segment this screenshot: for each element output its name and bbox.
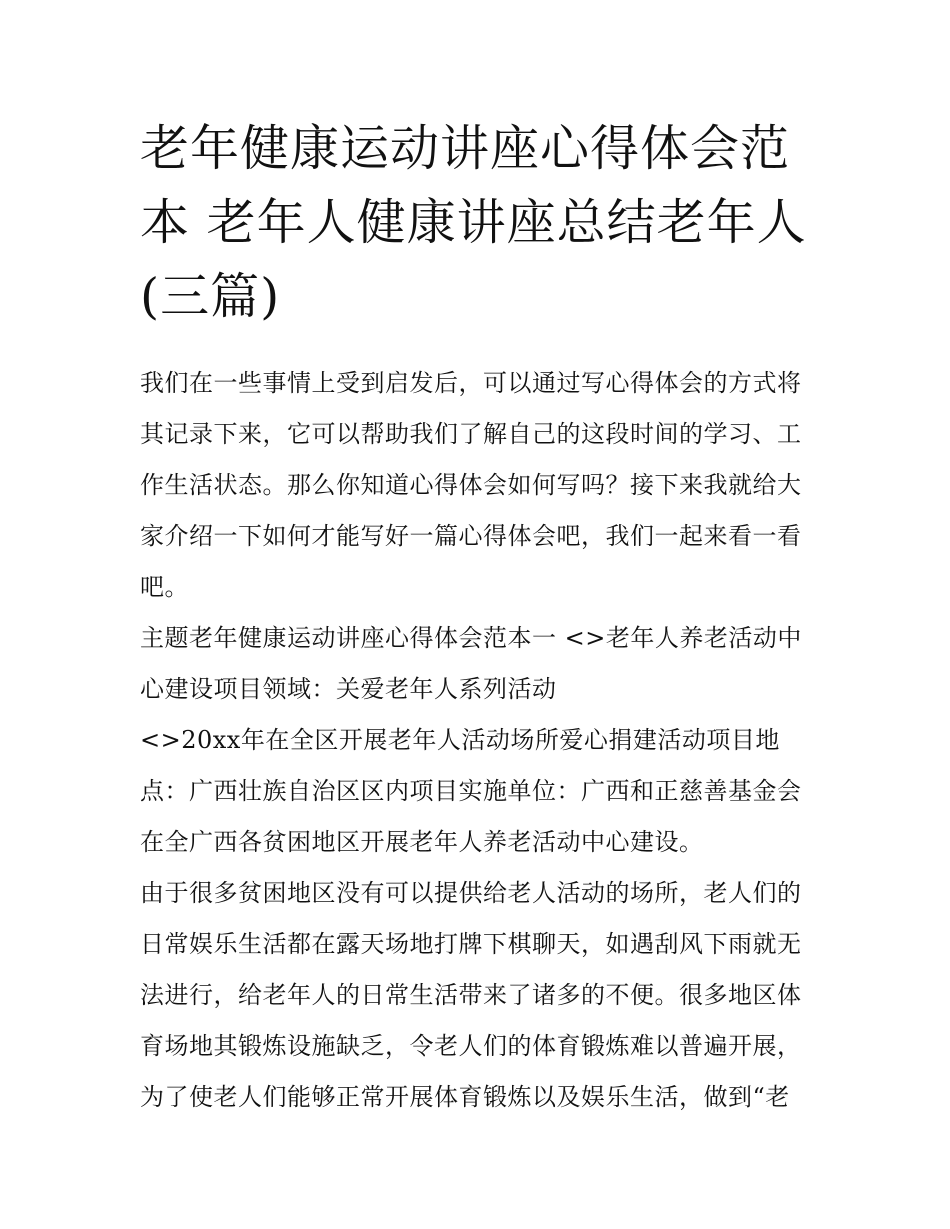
document-title: 老年健康运动讲座心得体会范本 老年人健康讲座总结老年人(三篇): [140, 120, 807, 325]
document-body: [140, 358, 812, 1123]
paragraph-theme: 主题老年健康运动讲座心得体会范本一 <>老年人养老活动中心建设项目领域：关爱老年人系列活动: [140, 624, 802, 703]
paragraph-background: 由于很多贫困地区没有可以提供给老人活动的场所，老人们的日常娱乐生活都在露天场地打牌下棋聊天，如遇刮风下雨就无法进行，给老年人的日常生活带来了诸多的不便。很多地区体育场地其锻炼设施缺乏，令老人们的体育锻炼难以普遍开展，为了使老人们能够正常开展体育锻炼以及娱乐生活，做到“老: [140, 879, 802, 1111]
paragraph-project: <>20xx年在全区开展老年人活动场所爱心捐建活动项目地点：广西壮族自治区区内项目实施单位：广西和正慈善基金会在全广西各贫困地区开展老年人养老活动中心建设。: [140, 726, 802, 856]
paragraph-intro: 我们在一些事情上受到启发后，可以通过写心得体会的方式将其记录下来，它可以帮助我们了解自己的这段时间的学习、工作生活状态。那么你知道心得体会如何写吗？接下来我就给大家介绍一下如何才能写好一篇心得体会吧，我们一起来看一看吧。: [140, 369, 802, 601]
